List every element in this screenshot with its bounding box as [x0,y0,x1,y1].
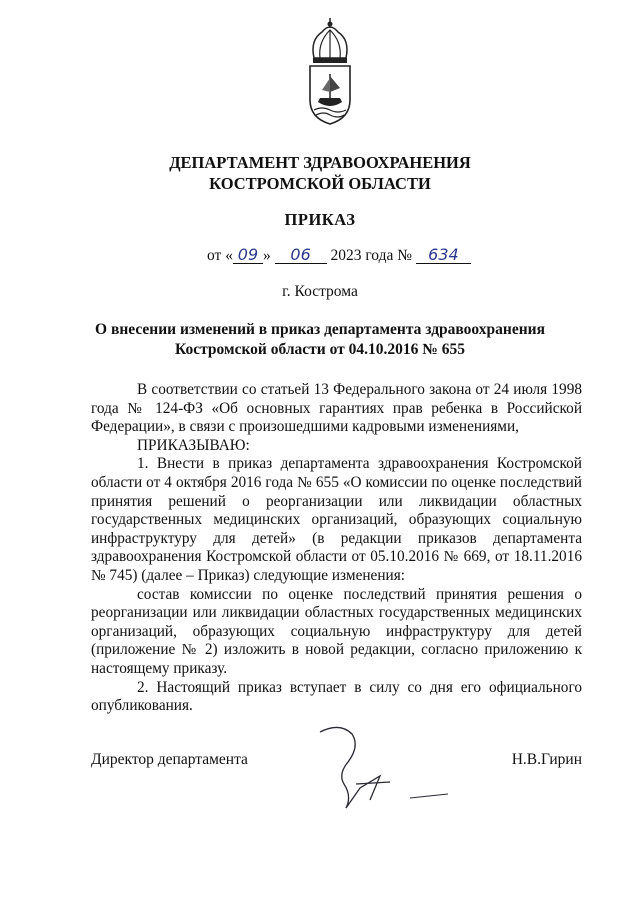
order-prefix: от « [207,247,233,264]
item-1-paragraph: 1. Внести в приказ департамента здравоохранения Костромской области от 4 октября 2016 года № 655 «О комиссии по оценке последствий принятия решений о реорганизации или ликвидации областных государственных медицинских организаций, образующих социальную инфраструктуру для детей» (в редакции приказов департамента здравоохранения Костромской области от 05.10.2016 № 669, от 18.11.2016 № 745) (далее – Приказ) следующие изменения: [91,455,582,584]
order-subject-line2: Костромской области от 04.10.2016 № 655 [175,341,465,358]
organization-name [0,152,640,194]
preamble-paragraph: В соответствии со статьей 13 Федерального закона от 24 июля 1998 года № 124-ФЗ «Об основных гарантиях прав ребенка в Российской Федерации», в связи с произошедшими кадровыми изменениями, [91,381,582,436]
order-word: ПРИКАЗЫВАЮ: [137,436,250,454]
city: г. Кострома [282,283,358,300]
document-type: ПРИКАЗ [284,210,356,229]
organization-name-line1: ДЕПАРТАМЕНТ ЗДРАВООХРАНЕНИЯ [169,153,471,172]
handwritten-signature [300,712,460,822]
item-2-paragraph: 2. Настоящий приказ вступает в силу со дня его официального опубликования. [91,678,582,715]
order-day: 09 [233,246,263,264]
signatory-title: Директор департамента [91,751,248,768]
order-subject [0,320,640,360]
order-number: 634 [416,246,471,264]
organization-name-line2: КОСТРОМСКОЙ ОБЛАСТИ [209,174,431,193]
order-body [91,381,582,716]
order-subject-line1: О внесении изменений в приказ департамента здравоохранения [95,321,545,338]
item-1-detail-paragraph: состав комиссии по оценке последствий принятия решения о реорганизации или ликвидации областных государственных медицинских организаций, образующих социальную инфраструктуру для детей (приложение № 2) изложить в новой редакции, согласно приложению к настоящему приказу. [91,585,582,677]
order-year-text: 2023 года № [330,247,413,264]
order-date-number [207,246,471,265]
coat-of-arms-icon [300,18,360,128]
order-month: 06 [275,246,327,264]
order-mid: » [262,247,271,264]
signatory-name: Н.В.Гирин [511,751,582,768]
